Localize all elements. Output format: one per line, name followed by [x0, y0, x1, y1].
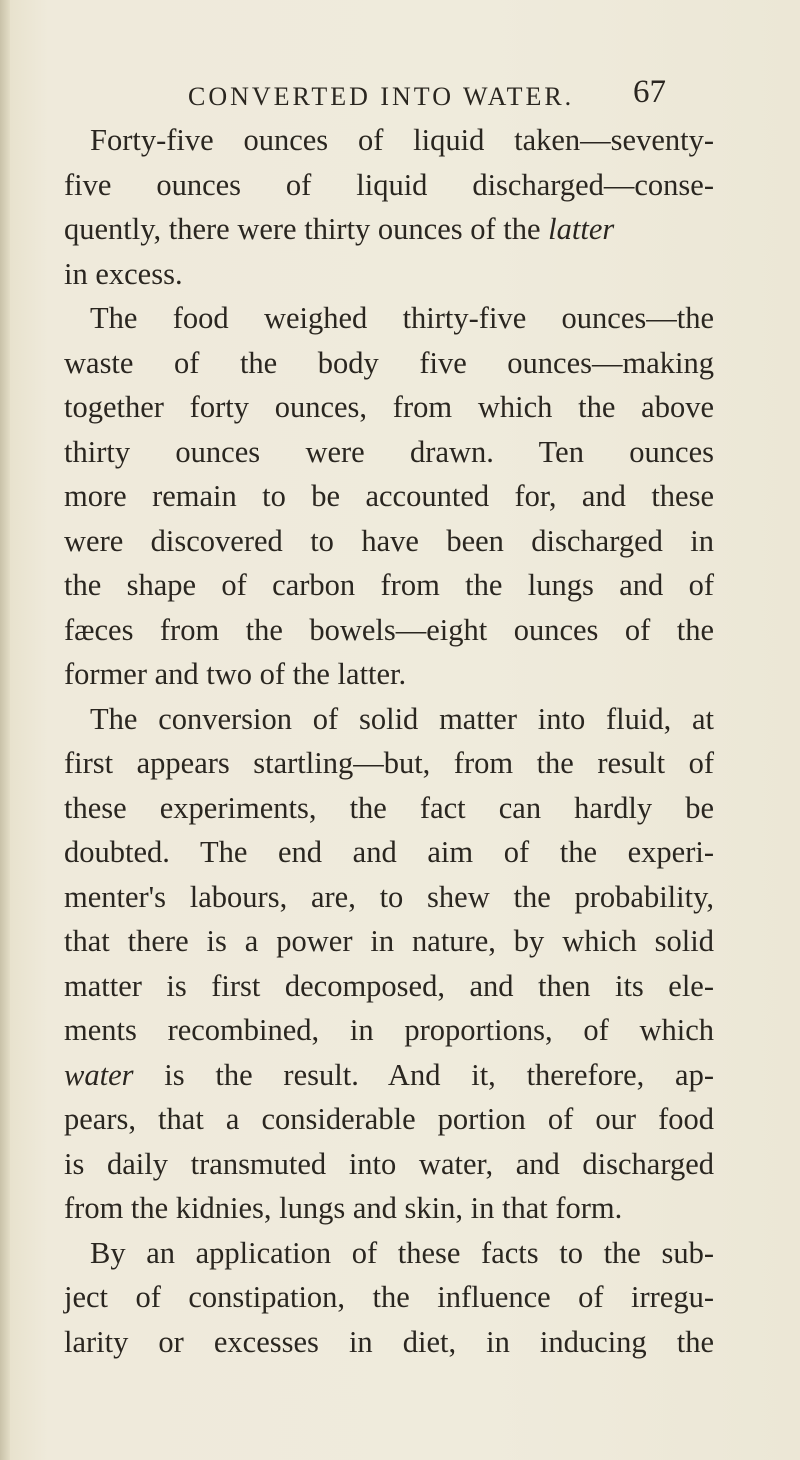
- text-line: [64, 341, 714, 386]
- line-text: former and two of the latter.: [64, 657, 407, 691]
- text-line: [64, 296, 714, 341]
- line-text: The conversion of solid matter into fluid, at: [90, 701, 714, 736]
- line-text: Forty-five ounces of liquid taken—seventy-: [90, 123, 714, 157]
- line-text: By an application of these facts to the sub-: [90, 1235, 714, 1270]
- text-line: [64, 385, 714, 430]
- text-line: [64, 430, 714, 475]
- text-line: [64, 563, 714, 608]
- text-line: [64, 786, 714, 831]
- line-text: these experiments, the fact can hardly be: [64, 790, 714, 825]
- line-text: that there is a power in nature, by which solid: [64, 924, 714, 958]
- text-line: [64, 919, 714, 964]
- running-title: CONVERTED INTO WATER.: [188, 82, 575, 111]
- line-text: pears, that a considerable portion of our food: [64, 1102, 714, 1136]
- line-text: larity or excesses in diet, in inducing the: [64, 1324, 714, 1359]
- line-text: quently, there were thirty ounces of the: [64, 212, 541, 246]
- line-text: matter is first decomposed, and then its ele-: [64, 968, 714, 1003]
- line-text: ments recombined, in proportions, of which: [64, 1013, 714, 1047]
- text-line: [64, 474, 714, 519]
- line-text: thirty ounces were drawn. Ten ounces: [64, 434, 714, 469]
- text-line: [64, 252, 714, 297]
- line-text: the shape of carbon from the lungs and of: [64, 568, 714, 602]
- text-line: [64, 741, 714, 786]
- line-text: is daily transmuted into water, and discharged: [64, 1146, 714, 1181]
- text-line: [64, 830, 714, 875]
- text-line: [64, 875, 714, 920]
- line-text: five ounces of liquid discharged—conse-: [64, 167, 714, 202]
- line-text: in excess.: [64, 256, 183, 291]
- text-line: [64, 652, 714, 697]
- line-text: is the result. And it, therefore, ap-: [164, 1057, 714, 1092]
- line-text: together forty ounces, from which the above: [64, 390, 714, 424]
- text-line: [64, 1320, 714, 1365]
- text-line: [64, 1231, 714, 1276]
- line-text: doubted. The end and aim of the experi-: [64, 835, 714, 869]
- text-line: [64, 1186, 714, 1231]
- text-line: [64, 207, 714, 252]
- italic-word: latter: [548, 212, 615, 246]
- line-text: first appears startling—but, from the result of: [64, 746, 714, 780]
- line-text: fæces from the bowels—eight ounces of the: [64, 612, 714, 647]
- text-line: [64, 118, 714, 163]
- text-line: [64, 1275, 714, 1320]
- italic-word: water: [64, 1057, 134, 1092]
- line-text: more remain to be accounted for, and these: [64, 479, 714, 513]
- page-number: 67: [633, 74, 666, 110]
- text-line: [64, 1097, 714, 1142]
- text-line: [64, 964, 714, 1009]
- text-line: [64, 1053, 714, 1098]
- text-line: [64, 697, 714, 742]
- text-line: [64, 163, 714, 208]
- body-text: [64, 118, 714, 1364]
- line-text: from the kidnies, lungs and skin, in that form.: [64, 1191, 623, 1225]
- text-line: [64, 519, 714, 564]
- line-text: menter's labours, are, to shew the probability,: [64, 879, 714, 914]
- line-text: were discovered to have been discharged in: [64, 523, 714, 558]
- text-line: [64, 1142, 714, 1187]
- line-text: ject of constipation, the influence of irregu-: [64, 1280, 714, 1314]
- line-text: waste of the body five ounces—making: [64, 345, 714, 380]
- line-text: The food weighed thirty-five ounces—the: [90, 301, 714, 335]
- text-line: [64, 1008, 714, 1053]
- page-gutter: [0, 0, 10, 1460]
- running-head: [0, 74, 800, 122]
- text-line: [64, 608, 714, 653]
